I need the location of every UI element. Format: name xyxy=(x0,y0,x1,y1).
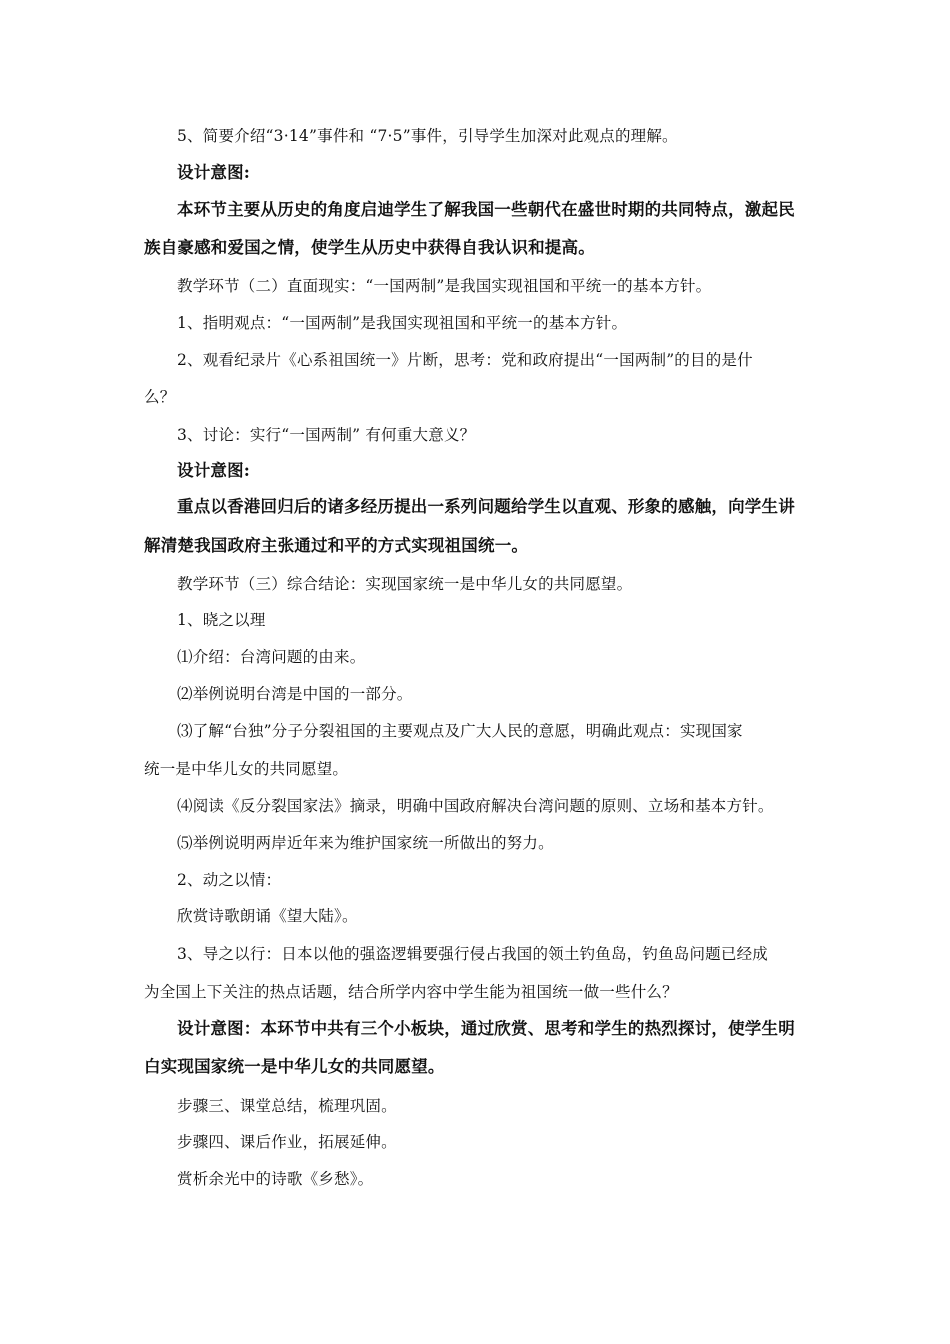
paragraph-line: 统一是中华儿女的共同愿望。 xyxy=(144,760,349,778)
paragraph-line: 2、动之以情： xyxy=(177,871,282,889)
design-intent-heading: 设计意图: xyxy=(177,163,251,182)
paragraph-line: 欣赏诗歌朗诵《望大陆》。 xyxy=(177,907,358,925)
paragraph-line: 3、导之以行：日本以他的强盗逻辑要强行侵占我国的领土钓鱼岛，钓鱼岛问题已经成 xyxy=(177,945,768,963)
paragraph-line: 步骤四、课后作业，拓展延伸。 xyxy=(177,1133,397,1151)
paragraph-line: 5、简要介绍“3·14”事件和 “7·5”事件，引导学生加深对此观点的理解。 xyxy=(177,127,678,145)
section-heading: 教学环节（三）综合结论：实现国家统一是中华儿女的共同愿望。 xyxy=(177,575,633,593)
paragraph-line: 白实现国家统一是中华儿女的共同愿望。 xyxy=(144,1057,445,1076)
paragraph-line: 赏析余光中的诗歌《乡愁》。 xyxy=(177,1170,374,1188)
paragraph-line: 1、晓之以理 xyxy=(177,611,266,629)
list-item: ⑸举例说明两岸近年来为维护国家统一所做出的努力。 xyxy=(177,834,554,852)
list-item: ⑵举例说明台湾是中国的一部分。 xyxy=(177,685,413,703)
paragraph-line: 族自豪感和爱国之情，使学生从历史中获得自我认识和提高。 xyxy=(144,238,595,257)
design-intent-paragraph: 设计意图：本环节中共有三个小板块，通过欣赏、思考和学生的热烈探讨，使学生明 xyxy=(177,1019,795,1038)
paragraph-line: 步骤三、课堂总结，梳理巩固。 xyxy=(177,1097,397,1115)
list-item: ⑶了解“台独”分子分裂祖国的主要观点及广大人民的意愿，明确此观点：实现国家 xyxy=(177,722,743,740)
section-heading: 教学环节（二）直面现实：“一国两制”是我国实现祖国和平统一的基本方针。 xyxy=(177,277,712,295)
list-item: ⑷阅读《反分裂国家法》摘录，明确中国政府解决台湾问题的原则、立场和基本方针。 xyxy=(177,797,774,815)
design-intent-heading: 设计意图: xyxy=(177,461,251,480)
paragraph-line: 1、指明观点：“一国两制”是我国实现祖国和平统一的基本方针。 xyxy=(177,314,628,332)
paragraph-line: 么？ xyxy=(144,388,176,406)
paragraph-line: 2、观看纪录片《心系祖国统一》片断，思考：党和政府提出“一国两制”的目的是什 xyxy=(177,351,753,369)
list-item: ⑴介绍：台湾问题的由来。 xyxy=(177,648,366,666)
paragraph-line: 3、讨论：实行“一国两制” 有何重大意义？ xyxy=(177,426,476,444)
paragraph-line: 本环节主要从历史的角度启迪学生了解我国一些朝代在盛世时期的共同特点，激起民 xyxy=(177,200,795,219)
paragraph-line: 重点以香港回归后的诸多经历提出一系列问题给学生以直观、形象的感触，向学生讲 xyxy=(177,497,795,516)
paragraph-line: 解清楚我国政府主张通过和平的方式实现祖国统一。 xyxy=(144,536,529,555)
paragraph-line: 为全国上下关注的热点话题，结合所学内容中学生能为祖国统一做一些什么？ xyxy=(144,983,678,1001)
